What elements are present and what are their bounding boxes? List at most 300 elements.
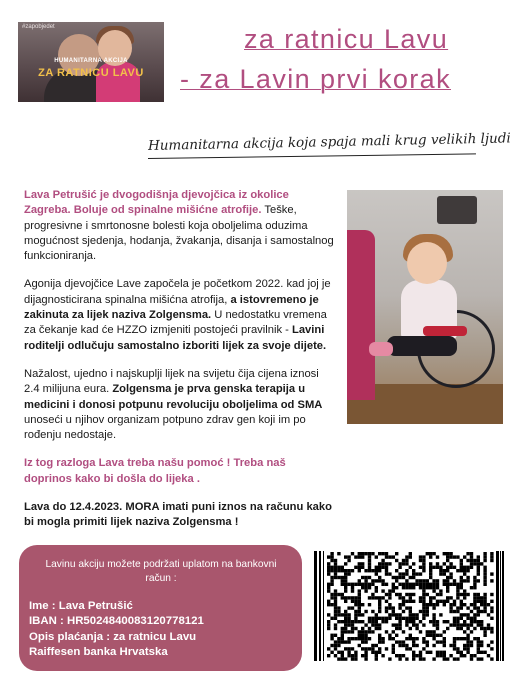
barcode-module <box>405 559 408 562</box>
barcode-module <box>446 596 449 599</box>
barcode-module <box>398 566 401 569</box>
barcode-module <box>381 589 384 592</box>
barcode-module <box>398 576 401 579</box>
barcode-module <box>375 586 378 589</box>
barcode-module <box>327 583 330 586</box>
barcode-module <box>436 579 439 582</box>
barcode-module <box>426 606 429 609</box>
barcode-module <box>327 555 330 558</box>
barcode-module <box>398 654 401 657</box>
barcode-module <box>429 572 432 575</box>
barcode-guard <box>323 551 324 661</box>
barcode-module <box>449 610 452 613</box>
barcode-module <box>473 562 476 565</box>
barcode-module <box>483 596 486 599</box>
barcode-module <box>477 610 480 613</box>
barcode-module <box>415 613 418 616</box>
barcode-module <box>375 589 378 592</box>
barcode-module <box>443 620 446 623</box>
barcode-module <box>480 640 483 643</box>
barcode-module <box>460 627 463 630</box>
barcode-module <box>358 593 361 596</box>
barcode-module <box>402 654 405 657</box>
barcode-module <box>432 583 435 586</box>
barcode-module <box>453 555 456 558</box>
barcode-module <box>412 572 415 575</box>
barcode-module <box>463 579 466 582</box>
barcode-module <box>334 562 337 565</box>
motto-underline <box>148 153 476 159</box>
girl-in-wheelchair-photo <box>347 190 503 424</box>
barcode-module <box>490 647 493 650</box>
barcode-module <box>371 596 374 599</box>
barcode-module <box>327 566 330 569</box>
barcode-module <box>364 586 367 589</box>
barcode-module <box>483 630 486 633</box>
barcode-module <box>477 606 480 609</box>
barcode-module <box>330 566 333 569</box>
barcode-module <box>347 559 350 562</box>
photo-caption-line2: ZA RATNICU LAVU <box>38 67 144 79</box>
barcode-module <box>477 562 480 565</box>
barcode-module <box>375 644 378 647</box>
barcode-module <box>412 657 415 660</box>
barcode-module <box>371 630 374 633</box>
barcode-module <box>341 613 344 616</box>
barcode-module <box>402 600 405 603</box>
barcode-module <box>456 606 459 609</box>
barcode-module <box>378 627 381 630</box>
barcode-module <box>378 637 381 640</box>
barcode-module <box>334 572 337 575</box>
barcode-module <box>409 627 412 630</box>
barcode-module <box>453 637 456 640</box>
barcode-module <box>470 654 473 657</box>
barcode-module <box>460 576 463 579</box>
barcode-module <box>334 654 337 657</box>
barcode-module <box>432 589 435 592</box>
barcode-module <box>409 606 412 609</box>
barcode-module <box>453 644 456 647</box>
barcode-module <box>364 640 367 643</box>
barcode-module <box>436 593 439 596</box>
barcode-module <box>364 576 367 579</box>
barcode-module <box>330 576 333 579</box>
barcode-module <box>398 623 401 626</box>
barcode-module <box>409 610 412 613</box>
barcode-module <box>347 613 350 616</box>
paragraph-2-b: a istovremeno je zakinuta za lijek naziva Zolgensma. <box>24 293 319 322</box>
barcode-module <box>392 576 395 579</box>
paragraph-3-a: Nažalost, ujedno i najskuplji lijek na svijetu čija cijena iznosi 2.4 milijuna eura. <box>24 367 319 396</box>
barcode-module <box>364 623 367 626</box>
barcode-module <box>453 583 456 586</box>
barcode-module <box>341 630 344 633</box>
barcode-module <box>439 654 442 657</box>
barcode-module <box>446 566 449 569</box>
barcode-module <box>456 627 459 630</box>
barcode-module <box>453 657 456 660</box>
barcode-module <box>364 569 367 572</box>
barcode-module <box>402 586 405 589</box>
barcode-module <box>490 627 493 630</box>
barcode-module <box>334 644 337 647</box>
barcode-module <box>344 610 347 613</box>
barcode-module <box>426 634 429 637</box>
barcode-module <box>378 610 381 613</box>
barcode-module <box>426 640 429 643</box>
barcode-module <box>456 610 459 613</box>
barcode-module <box>422 596 425 599</box>
barcode-module <box>395 579 398 582</box>
barcode-module <box>477 593 480 596</box>
barcode-module <box>460 569 463 572</box>
barcode-module <box>436 562 439 565</box>
barcode-module <box>449 552 452 555</box>
barcode-module <box>392 586 395 589</box>
barcode-module <box>473 593 476 596</box>
barcode-module <box>460 583 463 586</box>
barcode-module <box>375 620 378 623</box>
barcode-module <box>412 654 415 657</box>
barcode-module <box>473 579 476 582</box>
barcode-module <box>337 620 340 623</box>
barcode-module <box>443 654 446 657</box>
barcode-module <box>344 600 347 603</box>
barcode-module <box>375 596 378 599</box>
barcode-module <box>436 566 439 569</box>
barcode-module <box>480 600 483 603</box>
barcode-module <box>456 596 459 599</box>
barcode-module <box>409 617 412 620</box>
barcode-module <box>409 576 412 579</box>
barcode-module <box>422 569 425 572</box>
barcode-module <box>358 579 361 582</box>
barcode-module <box>375 566 378 569</box>
barcode-module <box>361 555 364 558</box>
barcode-module <box>412 562 415 565</box>
photo-caption-line1: HUMANITARNA AKCIJA <box>54 58 128 64</box>
barcode-module <box>463 613 466 616</box>
barcode-module <box>480 603 483 606</box>
barcode-module <box>361 647 364 650</box>
barcode-module <box>398 644 401 647</box>
barcode-module <box>466 627 469 630</box>
barcode-module <box>334 596 337 599</box>
barcode-module <box>412 576 415 579</box>
barcode-module <box>483 610 486 613</box>
barcode-module <box>358 562 361 565</box>
barcode-module <box>327 623 330 626</box>
barcode-module <box>449 555 452 558</box>
barcode-module <box>327 613 330 616</box>
barcode-module <box>392 606 395 609</box>
barcode-module <box>487 654 490 657</box>
barcode-module <box>402 596 405 599</box>
barcode-module <box>422 566 425 569</box>
barcode-module <box>429 596 432 599</box>
barcode-module <box>334 569 337 572</box>
barcode-module <box>361 640 364 643</box>
barcode-module <box>368 603 371 606</box>
barcode-module <box>466 637 469 640</box>
barcode-module <box>398 572 401 575</box>
barcode-module <box>456 617 459 620</box>
barcode-module <box>364 647 367 650</box>
barcode-module <box>463 603 466 606</box>
barcode-module <box>361 566 364 569</box>
barcode-module <box>375 572 378 575</box>
barcode-module <box>429 566 432 569</box>
barcode-module <box>483 555 486 558</box>
barcode-module <box>368 583 371 586</box>
barcode-module <box>398 603 401 606</box>
barcode-module <box>354 603 357 606</box>
barcode-module <box>378 606 381 609</box>
barcode-module <box>361 586 364 589</box>
barcode-module <box>398 627 401 630</box>
barcode-module <box>392 651 395 654</box>
barcode-module <box>456 657 459 660</box>
barcode-module <box>480 623 483 626</box>
barcode-module <box>375 623 378 626</box>
paragraph-4: Iz tog razloga Lava treba našu pomoć ! Treba naš doprinos kako bi došla do lijeka . <box>24 457 286 485</box>
barcode-module <box>388 603 391 606</box>
barcode-module <box>426 552 429 555</box>
barcode-module <box>460 603 463 606</box>
barcode-module <box>378 569 381 572</box>
barcode-module <box>351 596 354 599</box>
barcode-module <box>378 579 381 582</box>
barcode-module <box>398 583 401 586</box>
barcode-module <box>490 657 493 660</box>
barcode-module <box>443 603 446 606</box>
barcode-module <box>364 552 367 555</box>
barcode-module <box>449 583 452 586</box>
barcode-module <box>443 562 446 565</box>
barcode-module <box>358 555 361 558</box>
barcode-module <box>347 596 350 599</box>
barcode-module <box>334 603 337 606</box>
barcode-module <box>368 630 371 633</box>
barcode-module <box>395 617 398 620</box>
barcode-module <box>378 640 381 643</box>
barcode-module <box>364 651 367 654</box>
barcode-module <box>361 603 364 606</box>
barcode-module <box>473 620 476 623</box>
barcode-module <box>347 654 350 657</box>
barcode-module <box>381 566 384 569</box>
barcode-module <box>432 586 435 589</box>
barcode-module <box>392 630 395 633</box>
barcode-module <box>371 579 374 582</box>
barcode-module <box>378 623 381 626</box>
barcode-module <box>415 583 418 586</box>
barcode-module <box>334 559 337 562</box>
barcode-module <box>375 569 378 572</box>
barcode-module <box>432 617 435 620</box>
payment-intro: Lavinu akciju možete podržati uplatom na bankovni račun : <box>45 559 277 584</box>
barcode-module <box>473 586 476 589</box>
barcode-module <box>330 637 333 640</box>
barcode-module <box>426 583 429 586</box>
barcode-module <box>477 555 480 558</box>
barcode-module <box>490 606 493 609</box>
barcode-module <box>378 600 381 603</box>
barcode-module <box>358 603 361 606</box>
barcode-module <box>480 644 483 647</box>
barcode-module <box>385 620 388 623</box>
barcode-module <box>470 555 473 558</box>
barcode-module <box>470 623 473 626</box>
barcode-module <box>480 657 483 660</box>
barcode-module <box>398 606 401 609</box>
barcode-module <box>432 579 435 582</box>
barcode-module <box>368 617 371 620</box>
barcode-module <box>463 566 466 569</box>
barcode-module <box>378 647 381 650</box>
barcode-module <box>398 640 401 643</box>
barcode-module <box>344 657 347 660</box>
body-text <box>24 188 334 544</box>
barcode-module <box>463 569 466 572</box>
girl-legs <box>387 336 457 356</box>
barcode-module <box>354 651 357 654</box>
barcode-module <box>446 657 449 660</box>
barcode-module <box>392 644 395 647</box>
barcode-module <box>419 572 422 575</box>
barcode-module <box>358 606 361 609</box>
barcode-module <box>358 620 361 623</box>
barcode-module <box>426 651 429 654</box>
barcode-module <box>378 651 381 654</box>
barcode-module <box>449 596 452 599</box>
barcode-module <box>347 606 350 609</box>
barcode-module <box>351 606 354 609</box>
barcode-module <box>453 620 456 623</box>
barcode-module <box>341 566 344 569</box>
barcode-module <box>378 596 381 599</box>
barcode-module <box>334 600 337 603</box>
barcode-module <box>446 576 449 579</box>
barcode-module <box>443 637 446 640</box>
barcode-module <box>405 583 408 586</box>
barcode-module <box>477 579 480 582</box>
barcode-module <box>368 552 371 555</box>
barcode-module <box>460 579 463 582</box>
barcode-module <box>347 583 350 586</box>
barcode-module <box>443 651 446 654</box>
barcode-module <box>439 634 442 637</box>
barcode-module <box>375 654 378 657</box>
barcode-module <box>449 644 452 647</box>
barcode-module <box>378 634 381 637</box>
barcode-module <box>354 566 357 569</box>
barcode-module <box>351 647 354 650</box>
barcode-module <box>439 613 442 616</box>
barcode-module <box>344 613 347 616</box>
paragraph-3-c: unoseći u njihov organizam potpuno zdrav gen koji im po rođenju nedostaje. <box>24 413 306 442</box>
barcode-module <box>477 569 480 572</box>
barcode-module <box>361 552 364 555</box>
barcode-module <box>429 586 432 589</box>
barcode-module <box>453 600 456 603</box>
barcode-module <box>422 657 425 660</box>
barcode-module <box>483 569 486 572</box>
barcode-module <box>395 586 398 589</box>
barcode-module <box>412 617 415 620</box>
barcode-module <box>354 596 357 599</box>
barcode-module <box>412 623 415 626</box>
barcode-module <box>426 593 429 596</box>
barcode-module <box>429 555 432 558</box>
barcode-module <box>381 640 384 643</box>
barcode-module <box>402 572 405 575</box>
photo-tag: #zapobjedet <box>22 24 55 30</box>
paragraph-2-a: Agonija djevojčice Lave započela je početkom 2022. kad joj je dijagnosticirana spinalna mišićna atrofija, <box>24 278 331 306</box>
photo-shelf <box>437 196 477 224</box>
barcode-module <box>449 576 452 579</box>
barcode-module <box>334 617 337 620</box>
barcode-module <box>327 654 330 657</box>
barcode-module <box>371 593 374 596</box>
barcode-module <box>341 569 344 572</box>
barcode-module <box>375 555 378 558</box>
barcode-module <box>347 569 350 572</box>
barcode-module <box>483 651 486 654</box>
barcode-module <box>463 644 466 647</box>
barcode-module <box>361 576 364 579</box>
barcode-module <box>453 579 456 582</box>
barcode-module <box>347 572 350 575</box>
barcode-module <box>429 620 432 623</box>
barcode-module <box>490 593 493 596</box>
barcode-module <box>422 555 425 558</box>
barcode-module <box>358 569 361 572</box>
barcode-module <box>327 569 330 572</box>
barcode-module <box>460 606 463 609</box>
barcode-module <box>443 600 446 603</box>
barcode-module <box>337 651 340 654</box>
barcode-module <box>439 589 442 592</box>
barcode-module <box>368 562 371 565</box>
barcode-module <box>477 600 480 603</box>
barcode-module <box>388 589 391 592</box>
barcode-module <box>470 603 473 606</box>
barcode-module <box>477 651 480 654</box>
barcode-module <box>375 627 378 630</box>
barcode-module <box>330 569 333 572</box>
barcode-module <box>422 559 425 562</box>
barcode-module <box>419 651 422 654</box>
barcode-module <box>368 596 371 599</box>
barcode-module <box>344 579 347 582</box>
barcode-module <box>490 640 493 643</box>
barcode-module <box>337 576 340 579</box>
barcode-module <box>443 569 446 572</box>
barcode-module <box>385 630 388 633</box>
barcode-module <box>470 620 473 623</box>
barcode-module <box>436 654 439 657</box>
barcode-module <box>392 647 395 650</box>
barcode-module <box>371 552 374 555</box>
barcode-module <box>351 637 354 640</box>
barcode-module <box>415 572 418 575</box>
barcode-module <box>344 617 347 620</box>
barcode-module <box>453 623 456 626</box>
barcode-module <box>443 583 446 586</box>
barcode-module <box>466 640 469 643</box>
